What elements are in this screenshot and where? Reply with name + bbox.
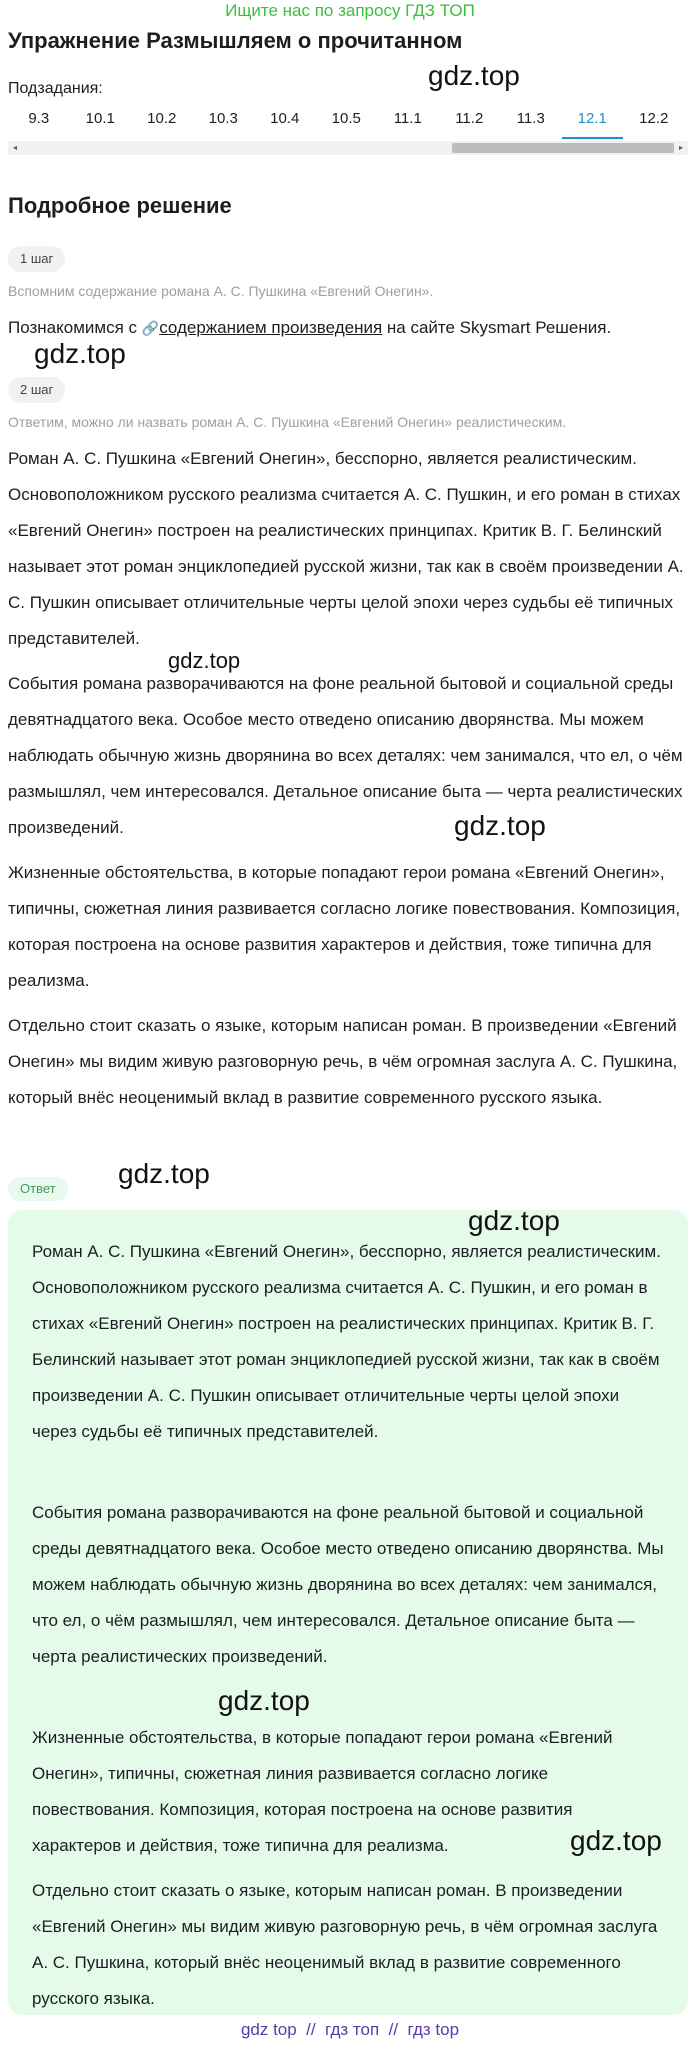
footer-links: gdz top // гдз топ // гдз top	[240, 2020, 460, 2039]
step-badge: 2 шаг	[8, 377, 65, 403]
watermark: gdz.top	[218, 1685, 310, 1716]
search-banner: Ищите нас по запросу ГДЗ ТОП	[225, 1, 475, 20]
subtasks-tabs	[8, 103, 688, 139]
subtask-tab[interactable]: 10.4	[270, 110, 300, 127]
step-hint: Ответим, можно ли назвать роман А. С. Пушкина «Евгений Онегин» реалистическим.	[8, 414, 567, 430]
subtask-tab[interactable]: 12.2	[639, 110, 669, 127]
scroll-thumb[interactable]	[452, 143, 674, 153]
subtask-tab[interactable]: 11.2	[455, 110, 484, 127]
subtask-tab[interactable]: 10.2	[147, 110, 177, 127]
horizontal-scrollbar[interactable]	[8, 141, 688, 155]
subtask-tab[interactable]: 10.1	[85, 110, 115, 127]
subtask-tab[interactable]: 11.3	[516, 110, 545, 127]
watermark: gdz.top	[168, 648, 241, 673]
subtask-tab[interactable]: 9.3	[28, 110, 50, 127]
watermark: gdz.top	[118, 1158, 210, 1189]
scroll-right-icon[interactable]: ▸	[678, 143, 683, 152]
section-title: Подробное решение	[8, 193, 232, 218]
solution-paragraph: События романа разворачиваются на фоне реальной бытовой и социальной среды девятнадцатого века. Особое место отведено описанию дворянства. Мы можем наблюдать обычную жизнь дворянина во всех деталях: чем занимался, что ел, о чём размышлял, чем интересовался. Детальное описание быта — черта реалистических произведений.	[8, 674, 683, 837]
answer-paragraph: Роман А. С. Пушкина «Евгений Онегин», бесспорно, является реалистическим. Основоположником русского реализма считается А. С. Пушкин, и его роман в стихах «Евгений Онегин» построен на реалистических принципах. Критик В. Г. Белинский называет этот роман энциклопедией русской жизни, так как в своём произведении А. С. Пушкин описывает отличительные черты целой эпохи через судьбы её типичных представителей.	[32, 1242, 661, 1441]
watermark: gdz.top	[454, 810, 546, 841]
watermark: gdz.top	[34, 338, 126, 369]
answer-paragraph: События романа разворачиваются на фоне реальной бытовой и социальной среды девятнадцатого века. Особое место отведено описанию дворянства. Мы можем наблюдать обычную жизнь дворянина во всех деталях: чем занимался, что ел, о чём размышлял, чем интересовался. Детальное описание быта — черта реалистических произведений.	[32, 1503, 664, 1666]
step-badge: 1 шаг	[8, 246, 65, 272]
answer-paragraph: Отдельно стоит сказать о языке, которым написан роман. В произведении «Евгений Онегин» мы видим живую разговорную речь, в чём огромная заслуга А. С. Пушкина, который внёс неоценимый вклад в развитие современного русского языка.	[32, 1881, 658, 2008]
subtask-tab-active[interactable]: 12.1	[562, 103, 624, 139]
subtasks-label: Подзадания:	[8, 80, 103, 97]
step-text-before: Познакомимся с	[8, 318, 138, 337]
content-link[interactable]: содержанием произведения	[159, 318, 383, 337]
scroll-left-icon[interactable]: ◂	[12, 143, 17, 152]
solution-paragraph: Отдельно стоит сказать о языке, которым написан роман. В произведении «Евгений Онегин» мы видим живую разговорную речь, в чём огромная заслуга А. С. Пушкина, который внёс неоценимый вклад в развитие современного русского языка.	[8, 1016, 678, 1107]
watermark: gdz.top	[468, 1205, 560, 1236]
page-title: Упражнение Размышляем о прочитанном	[8, 28, 463, 53]
link-icon: 🔗	[141, 320, 160, 336]
solution-paragraph: Жизненные обстоятельства, в которые попадают герои романа «Евгений Онегин», типичны, сюжетная линия развивается согласно логике повествования. Композиция, которая построена на основе развития характеров и действия, тоже типична для реализма.	[8, 863, 681, 990]
solution-paragraph: Роман А. С. Пушкина «Евгений Онегин», бесспорно, является реалистическим. Основоположником русского реализма считается А. С. Пушкин, и его роман в стихах «Евгений Онегин» построен на реалистических принципах. Критик В. Г. Белинский называет этот роман энциклопедией русской жизни, так как в своём произведении А. С. Пушкин описывает отличительные черты целой эпохи через судьбы её типичных представителей.	[8, 449, 684, 648]
answer-paragraph: Жизненные обстоятельства, в которые попадают герои романа «Евгений Онегин», типичны, сюжетная линия развивается согласно логике повествования. Композиция, которая построена на основе развития характеров и действия, тоже типична для реализма.	[32, 1728, 613, 1855]
subtask-tab[interactable]: 10.5	[331, 110, 361, 127]
watermark: gdz.top	[570, 1825, 662, 1856]
step-text	[8, 318, 611, 338]
answer-badge: Ответ	[8, 1177, 68, 1201]
watermark: gdz.top	[428, 60, 520, 91]
step-hint: Вспомним содержание романа А. С. Пушкина «Евгений Онегин».	[8, 283, 434, 299]
subtask-tab[interactable]: 10.3	[208, 110, 238, 127]
subtask-tab[interactable]: 11.1	[393, 110, 422, 127]
step-text-after: на сайте Skysmart Решения.	[386, 318, 612, 337]
